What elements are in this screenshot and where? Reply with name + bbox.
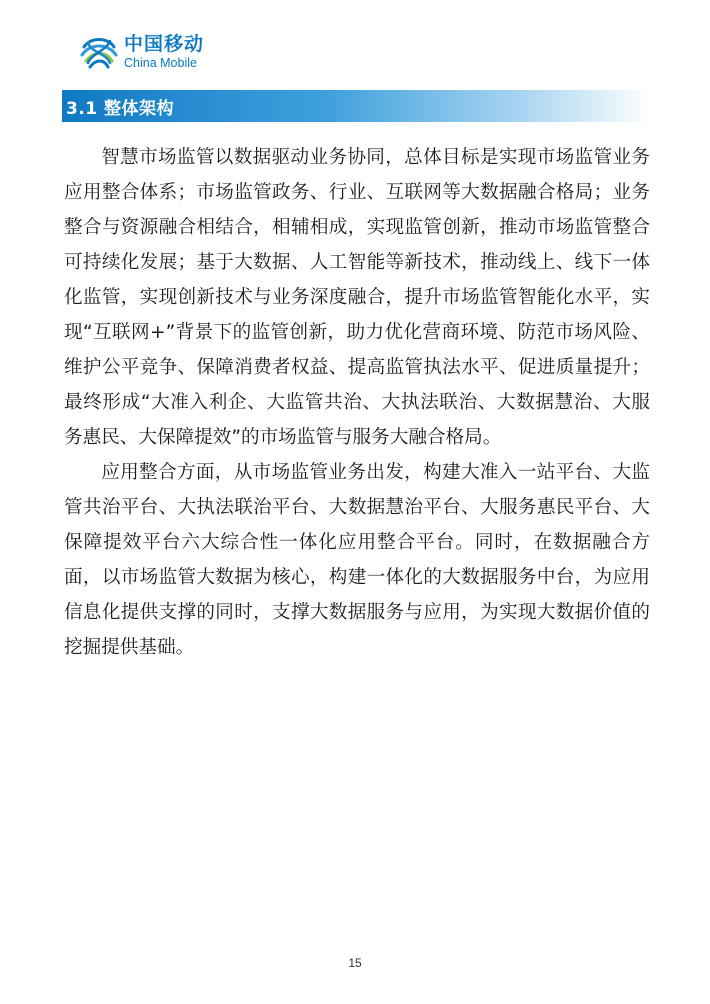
- logo-chinese-name: 中国移动: [124, 32, 205, 55]
- paragraph-overview: 智慧市场监管以数据驱动业务协同，总体目标是实现市场监管业务应用整合体系；市场监管政务、行业、互联网等大数据融合格局；业务整合与资源融合相结合，相辅相成，实现监管创新，推动市场监管整合可持续化发展；基于大数据、人工智能等新技术，推动线上、线下一体化监管，实现创新技术与业务深度融合，提升市场监管智能化水平，实现“互联网+”背景下的监管创新，助力优化营商环境、防范市场风险、维护公平竞争、保障消费者权益、提高监管执法水平、促进质量提升；最终形成“大准入利企、大监管共治、大执法联治、大数据慧治、大服务惠民、大保障提效”的市场监管与服务大融合格局。: [64, 147, 650, 448]
- logo-english-name: China Mobile: [124, 55, 197, 70]
- page-number: 15: [348, 956, 362, 970]
- body-text: [64, 140, 650, 665]
- paragraph-application-integration: 应用整合方面，从市场监管业务出发，构建大准入一站平台、大监管共治平台、大执法联治平台、大数据慧治平台、大服务惠民平台、大保障提效平台六大综合性一体化应用整合平台。同时，在数据融合方面，以市场监管大数据为核心，构建一体化的大数据服务中台，为应用信息化提供支撑的同时，支撑大数据服务与应用，为实现大数据价值的挖掘提供基础。: [64, 462, 650, 658]
- china-mobile-logo-icon: [78, 31, 120, 73]
- logo-text: [124, 32, 205, 70]
- section-header-bar: [62, 90, 652, 122]
- section-title: 3.1 整体架构: [66, 98, 175, 119]
- company-logo: [78, 30, 204, 74]
